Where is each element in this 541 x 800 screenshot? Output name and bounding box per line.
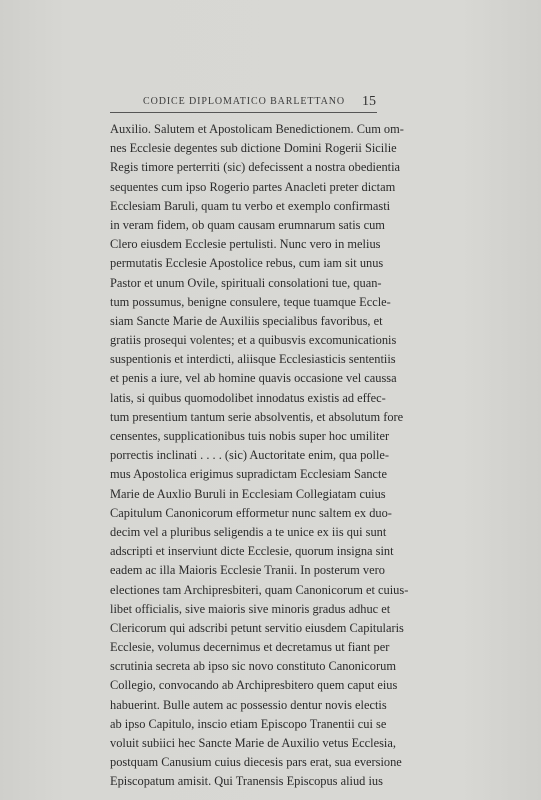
text-line: adscripti et inserviunt dicte Ecclesie, quorum insigna sint <box>110 544 394 559</box>
text-line: voluit subiici hec Sancte Marie de Auxilio vetus Ecclesia, <box>110 736 396 750</box>
text-line: decim vel a pluribus seligendis a te unice ex iis qui sunt <box>110 524 387 539</box>
text-line: Clericorum qui adscribi petunt servitio eiusdem Capitularis <box>110 620 404 635</box>
text-line: siam Sancte Marie de Auxiliis specialibus favoribus, et <box>110 313 383 328</box>
page-header <box>110 92 377 116</box>
text-line: censentes, supplicationibus tuis nobis super hoc umiliter <box>110 429 390 443</box>
header-rule <box>110 112 377 113</box>
text-line: in veram fidem, ob quam causam erumnarum satis cum <box>110 217 385 232</box>
text-line: postquam Canusium cuius diecesis pars erat, sua eversione <box>110 755 402 770</box>
text-line: sequentes cum ipso Rogerio partes Anacleti preter dictam <box>110 179 396 194</box>
text-line: gratiis prosequi volentes; et a quibusvis excomunicationis <box>110 333 397 348</box>
page-number: 15 <box>362 94 376 109</box>
text-line: Episcopatum amisit. Qui Tranensis Episcopus aliud ius <box>110 774 383 789</box>
text-line: Clero eiusdem Ecclesie pertulisti. Nunc vero in melius <box>110 237 381 252</box>
text-line: permutatis Ecclesie Apostolice rebus, cum iam sit unus <box>110 256 384 271</box>
text-line: eadem ac illa Maioris Ecclesie Tranii. In posterum vero <box>110 563 385 578</box>
text-line: electiones tam Archipresbiteri, quam Canonicorum et cuius- <box>110 582 409 597</box>
text-line: tum possumus, benigne consulere, teque tuamque Eccle- <box>110 294 391 309</box>
text-line: Ecclesie, volumus decernimus et decretamus ut fiant per <box>110 640 390 655</box>
text-line: porrectis inclinati . . . . (sic) Auctoritate enim, qua polle- <box>110 448 390 463</box>
text-line: ab ipso Capitulo, inscio etiam Episcopo Tranentii cui se <box>110 716 387 731</box>
body-text <box>110 120 409 792</box>
text-line: scrutinia secreta ab ipso sic novo constituto Canonicorum <box>110 659 396 674</box>
text-line: tum presentium tantum serie absolventis, et absolutum fore <box>110 409 404 424</box>
text-line: libet officialis, sive maioris sive minoris gradus adhuc et <box>110 601 391 616</box>
text-line: Collegio, convocando ab Archipresbitero quem caput eius <box>110 678 398 693</box>
running-head: CODICE DIPLOMATICO BARLETTANO <box>143 96 345 107</box>
text-line: mus Apostolica erigimus supradictam Ecclesiam Sancte <box>110 467 387 482</box>
text-line: habuerint. Bulle autem ac possessio dentur novis electis <box>110 697 387 712</box>
text-line: Ecclesiam Baruli, quam tu verbo et exemplo confirmasti <box>110 198 391 213</box>
text-line: Pastor et unum Ovile, spirituali consolationi tue, quan- <box>110 275 382 290</box>
text-line: Marie de Auxlio Buruli in Ecclesiam Collegiatam cuius <box>110 486 386 501</box>
text-line: suspentionis et interdicti, aliisque Ecclesiasticis sententiis <box>110 352 396 367</box>
text-line: Auxilio. Salutem et Apostolicam Benedictionem. Cum om- <box>110 122 404 136</box>
text-line: et penis a iure, vel ab homine quavis occasione vel caussa <box>110 371 397 386</box>
text-line: nes Ecclesie degentes sub dictione Domini Rogerii Sicilie <box>110 141 397 156</box>
text-line: Regis timore perterriti (sic) defecissent a nostra obedientia <box>110 160 401 175</box>
text-line: Capitulum Canonicorum efformetur nunc saltem ex duo- <box>110 505 392 520</box>
text-line: latis, si quibus quomodolibet innodatus existis ad effec- <box>110 390 386 405</box>
